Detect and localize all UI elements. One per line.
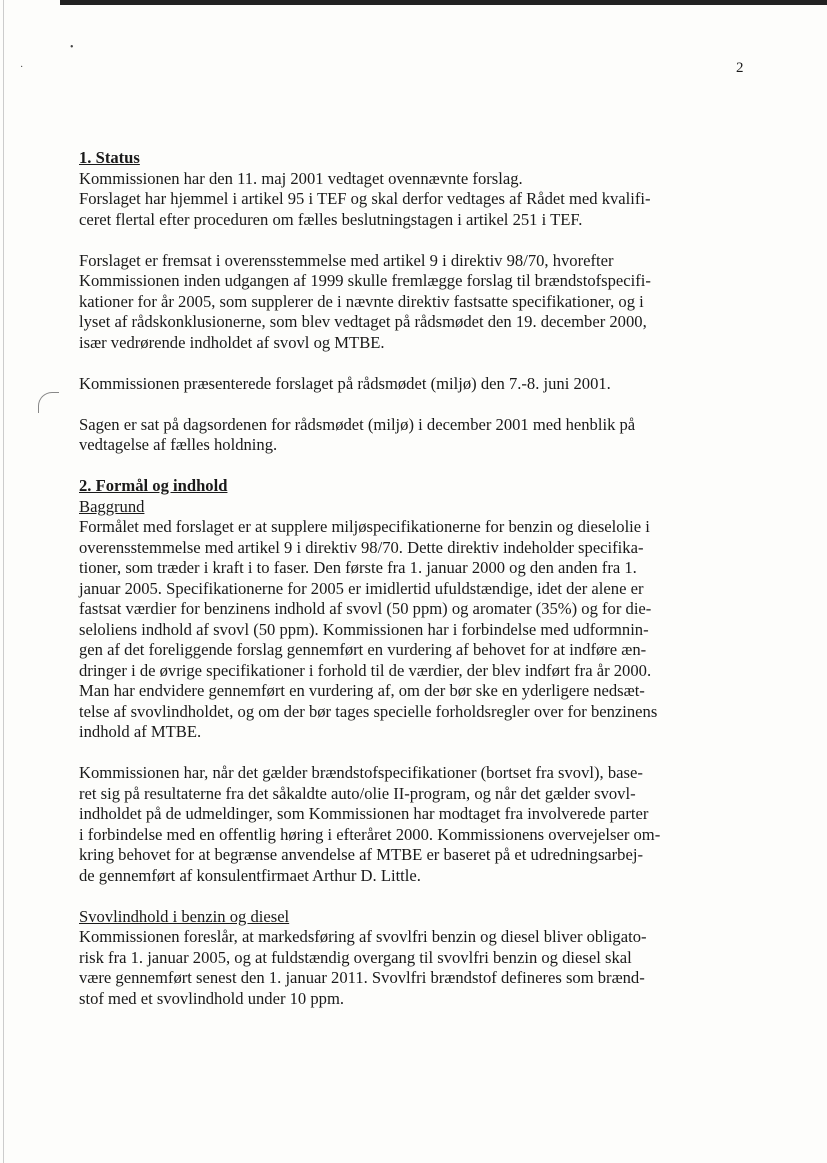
text-line: gen af det foreliggende forslag gennemført en vurdering af behovet for at indføre æn-	[79, 640, 647, 659]
paragraph	[79, 927, 749, 1009]
text-line: vedtagelse af fælles holdning.	[79, 435, 278, 454]
paragraph	[79, 763, 749, 886]
scan-left-edge	[3, 0, 4, 1163]
pencil-mark	[38, 392, 59, 413]
text-line: indholdet på de udmeldinger, som Kommissionen har modtaget fra involverede parter	[79, 804, 649, 823]
text-line: Kommissionen inden udgangen af 1999 skulle fremlægge forslag til brændstofspecifi-	[79, 271, 651, 290]
scan-speck: ·	[20, 62, 24, 73]
text-line: seloliens indhold af svovl (50 ppm). Kommissionen har i forbindelse med udformnin-	[79, 619, 649, 639]
paragraph	[79, 169, 749, 231]
text-line: stof med et svovlindhold under 10 ppm.	[79, 988, 345, 1008]
text-line: telse af svovlindholdet, og om der bør tages specielle forholdsregler over for benzinens	[79, 701, 658, 721]
paragraph	[79, 374, 749, 395]
text-line: Kommissionen præsenterede forslaget på rådsmødet (miljø) den 7.-8. juni 2001.	[79, 373, 611, 393]
scan-top-border	[60, 0, 827, 5]
text-line: dringer i de øvrige specifikationer i forhold til de værdier, der blev indført fra år 2000.	[79, 660, 652, 680]
text-line: Man har endvidere gennemført en vurdering af, om der bør ske en yderligere nedsæt-	[79, 681, 645, 700]
text-line: overensstemmelse med artikel 9 i direktiv 98/70. Dette direktiv indeholder specifika-	[79, 537, 644, 557]
text-line: Kommissionen foreslår, at markedsføring af svovlfri benzin og diesel bliver obligato-	[79, 927, 647, 946]
text-line: ret sig på resultaterne fra det såkaldte auto/olie II-program, og når det gælder svovl-	[79, 783, 636, 803]
scan-speck: •	[70, 42, 74, 53]
paragraph	[79, 415, 749, 456]
section-heading-formaal: 2. Formål og indhold	[79, 476, 228, 495]
text-line: ceret flertal efter proceduren om fælles beslutningstagen i artikel 251 i TEF.	[79, 209, 583, 229]
subheading-baggrund: Baggrund	[79, 496, 145, 516]
text-line: januar 2005. Specifikationerne for 2005 er imidlertid ufuldstændige, idet der alene er	[79, 578, 644, 598]
text-line: Formålet med forslaget er at supplere miljøspecifikationerne for benzin og dieselolie i	[79, 517, 650, 536]
text-line: være gennemført senest den 1. januar 2011. Svovlfri brændstof defineres som brænd-	[79, 968, 645, 987]
text-line: lyset af rådskonklusionerne, som blev vedtaget på rådsmødet den 19. december 2000,	[79, 312, 647, 331]
text-line: fastsat værdier for benzinens indhold af svovl (50 ppm) og aromater (35%) og for die-	[79, 599, 652, 618]
text-line: Kommissionen har den 11. maj 2001 vedtaget ovennævnte forslag.	[79, 168, 523, 188]
paragraph	[79, 251, 749, 354]
section-heading-status: 1. Status	[79, 148, 140, 167]
text-line: kring behovet for at begrænse anvendelse af MTBE er baseret på et udredningsarbej-	[79, 845, 643, 864]
text-line: Forslaget har hjemmel i artikel 95 i TEF og skal derfor vedtages af Rådet med kvalifi-	[79, 189, 651, 208]
page-number: 2	[736, 60, 744, 76]
text-line: Kommissionen har, når det gælder brændstofspecifikationer (bortset fra svovl), base-	[79, 763, 643, 782]
text-line: de gennemført af konsulentfirmaet Arthur D. Little.	[79, 865, 421, 885]
text-line: risk fra 1. januar 2005, og at fuldstændig overgang til svovlfri benzin og diesel skal	[79, 947, 632, 967]
text-line: i forbindelse med en offentlig høring i efteråret 2000. Kommissionens overvejelser om-	[79, 824, 661, 844]
text-line: Sagen er sat på dagsordenen for rådsmødet (miljø) i december 2001 med henblik på	[79, 414, 636, 434]
text-line: kationer for år 2005, som supplerer de i nævnte direktiv fastsatte specifikationer, og i	[79, 291, 644, 311]
paragraph	[79, 517, 749, 743]
text-line: Forslaget er fremsat i overensstemmelse med artikel 9 i direktiv 98/70, hvorefter	[79, 250, 614, 270]
document-body	[79, 148, 749, 1009]
text-line: indhold af MTBE.	[79, 722, 202, 741]
subheading-svovlindhold: Svovlindhold i benzin og diesel	[79, 906, 290, 926]
text-line: især vedrørende indholdet af svovl og MTBE.	[79, 332, 385, 352]
text-line: tioner, som træder i kraft i to faser. Den første fra 1. januar 2000 og den anden fra 1.	[79, 558, 637, 577]
